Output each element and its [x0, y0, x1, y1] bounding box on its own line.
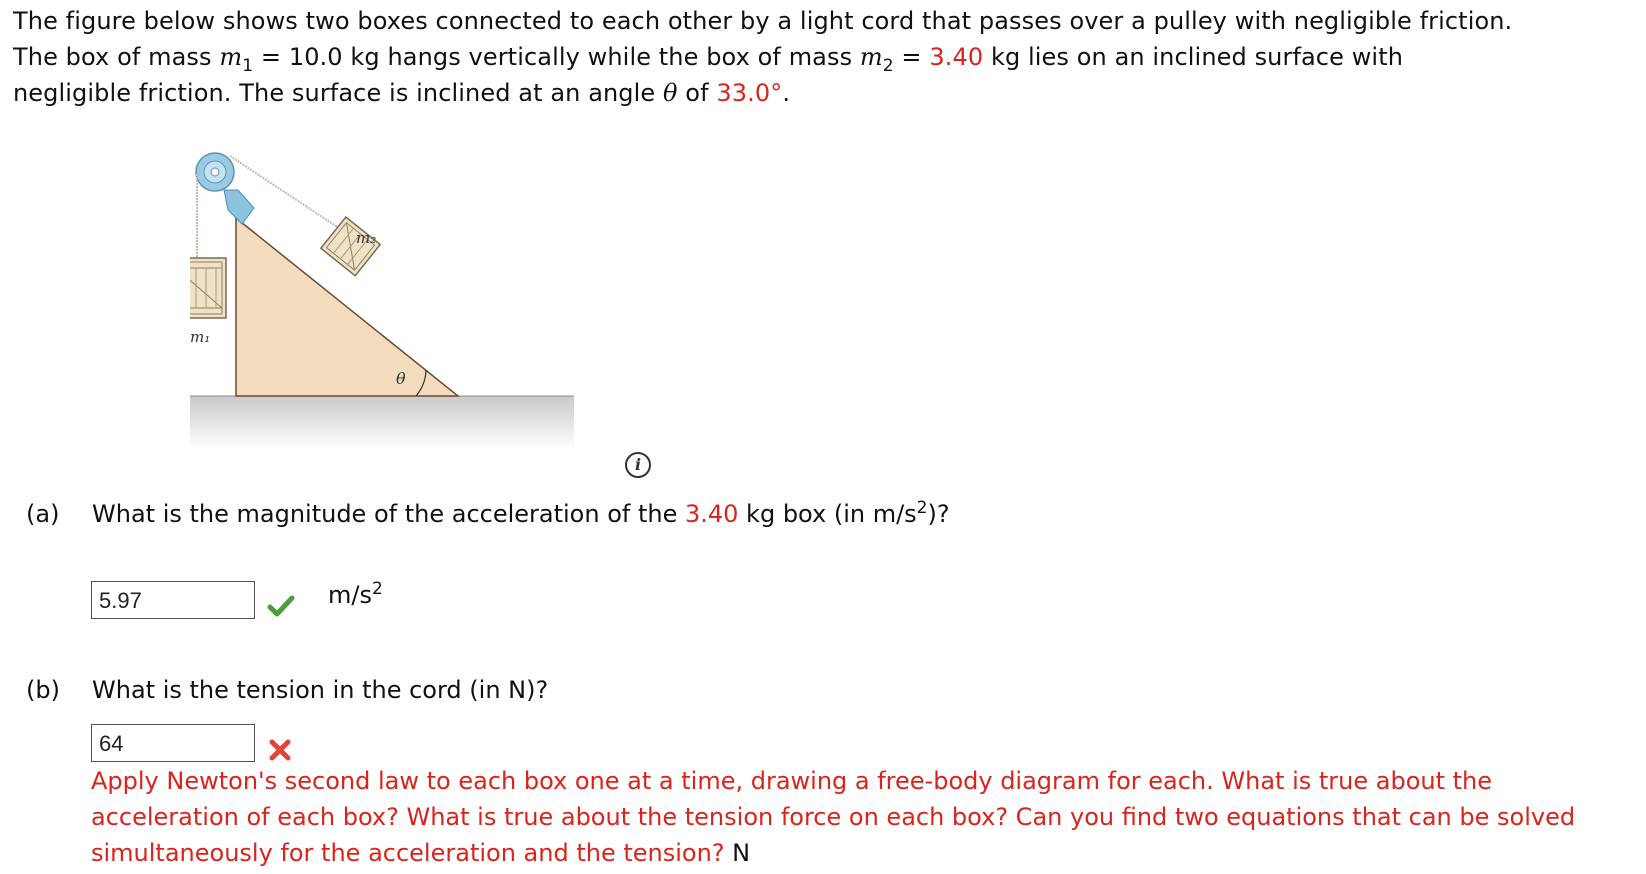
label-theta: θ — [396, 369, 406, 388]
part-b-answer-input[interactable]: 64 — [91, 724, 255, 762]
box-m1 — [190, 258, 226, 318]
part-a-question: What is the magnitude of the acceleration of the 3.40 kg box (in $m/s^2$)? — [92, 498, 950, 528]
cross-icon — [268, 738, 292, 762]
info-icon[interactable]: i — [625, 452, 651, 478]
label-m1: m₁ — [190, 328, 211, 346]
angle-value: 33.0° — [716, 79, 783, 107]
part-b-unit: N — [732, 839, 751, 867]
problem-statement — [13, 3, 1638, 111]
part-a-answer-input[interactable]: 5.97 — [91, 581, 255, 619]
floor — [190, 396, 574, 450]
part-b-label: (b) — [26, 676, 60, 704]
part-b-feedback: Apply Newton's second law to each box one at a time, drawing a free-body diagram for each. What is true about the acceleration of each box? What is true about the tension force on each box? Can you find two equations that can be solved simultaneously for the acceleration and the tension? N — [91, 767, 1576, 867]
intro-line-2: The box of mass $m_1 = 10.0$ kg hangs vertically while the box of mass $m_2 = 3.40$ kg lies on an inclined surface with — [13, 43, 1404, 76]
pulley-incline-figure — [190, 150, 660, 480]
pulley — [196, 153, 234, 191]
intro-line-1: The figure below shows two boxes connected to each other by a light cord that passes over a pulley with negligible friction. — [13, 7, 1513, 35]
intro-line-3: negligible friction. The surface is inclined at an angle θ of 33.0°. — [13, 79, 791, 107]
part-a-label: (a) — [26, 500, 60, 528]
label-m2: m₂ — [356, 229, 377, 247]
part-b-question: What is the tension in the cord (in N)? — [92, 676, 549, 704]
part-a-unit: $m/s^2$ — [328, 579, 383, 609]
mass-m2-value: 3.40 — [929, 43, 984, 71]
check-icon — [267, 594, 295, 618]
pulley-bracket — [224, 190, 254, 224]
